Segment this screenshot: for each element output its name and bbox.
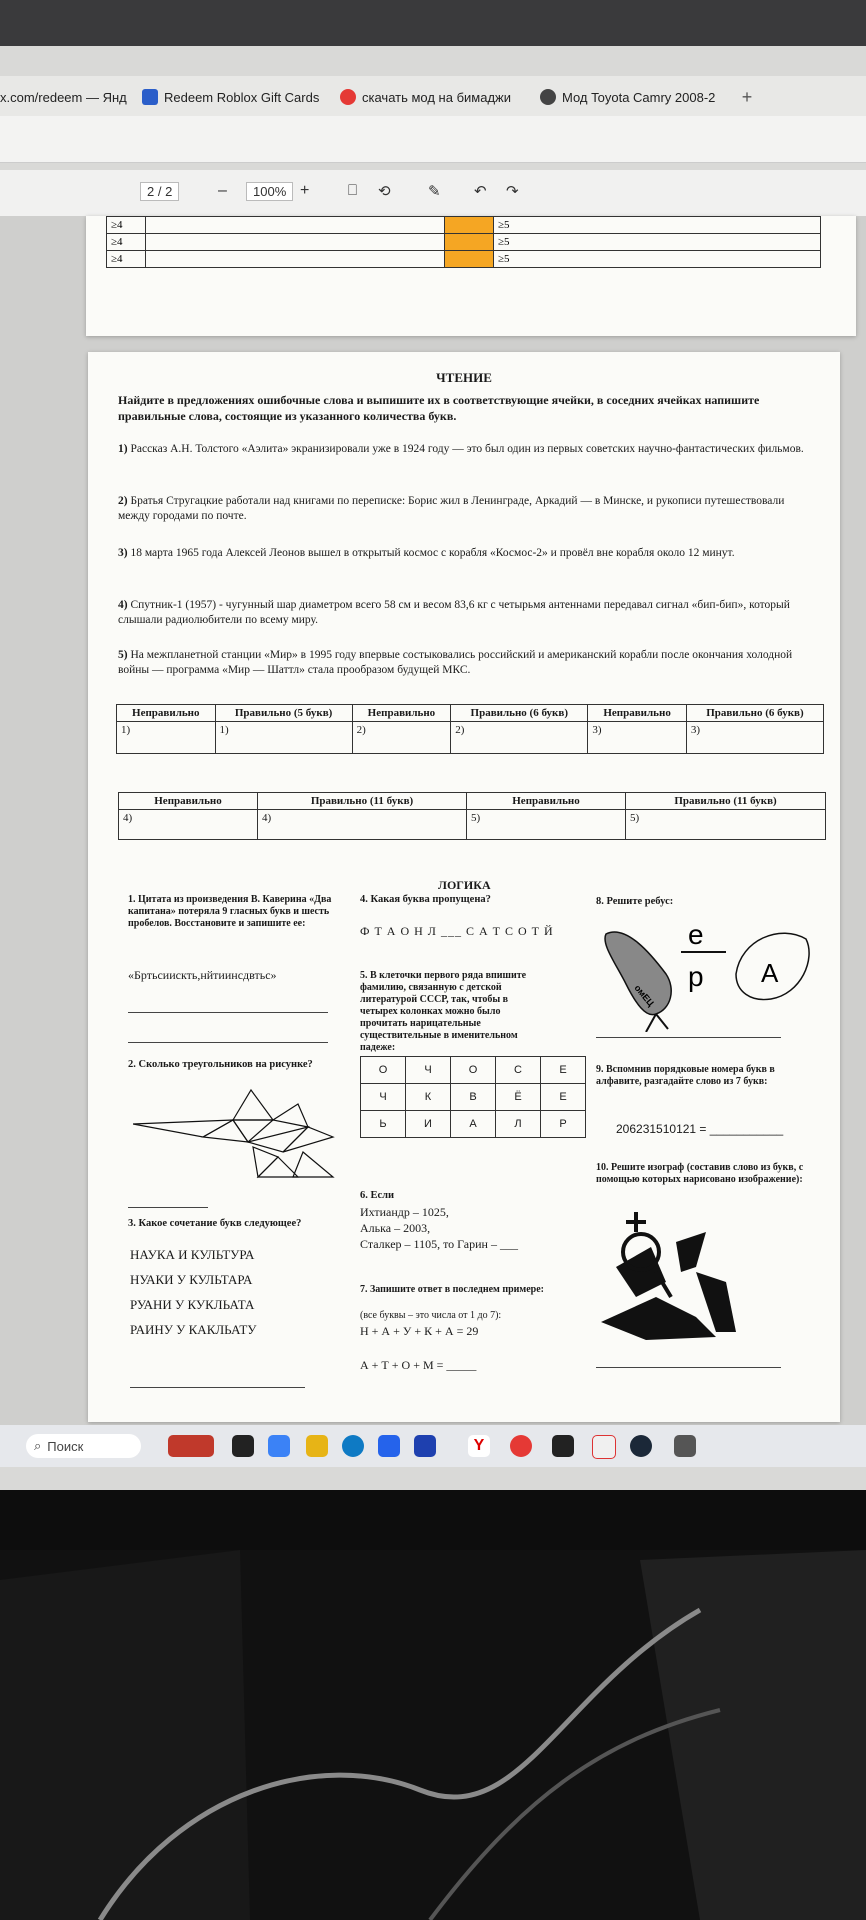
folder-icon[interactable]	[306, 1435, 328, 1457]
header-cell: Правильно (11 букв)	[626, 793, 826, 810]
new-tab-button[interactable]: +	[741, 86, 753, 107]
sequence-line: РАИНУ У КАКЛЬАТУ	[130, 1322, 257, 1337]
header-cell: Правильно (5 букв)	[215, 705, 352, 722]
cell	[146, 251, 445, 268]
grid-cell[interactable]: Ь	[361, 1111, 406, 1138]
answer-line[interactable]	[128, 1012, 328, 1013]
app-icon[interactable]	[268, 1435, 290, 1457]
cell: ≥4	[107, 217, 146, 234]
answer-line[interactable]	[596, 1037, 781, 1038]
item-text: На межпланетной станции «Мир» в 1995 году впервые состыковались российский и американский корабли после окончания холодной войны — программа «Мир — Шаттл» стала прообразом будущей МКС.	[118, 649, 793, 676]
game-icon[interactable]	[552, 1435, 574, 1457]
yandex-icon	[340, 89, 356, 105]
q9-code: 206231510121 = ___________	[616, 1122, 784, 1136]
item-number: 5)	[118, 649, 128, 661]
address-bar-area	[0, 116, 866, 163]
reading-item	[118, 598, 818, 628]
zoom-level[interactable]: 100%	[246, 182, 293, 201]
grid-cell[interactable]: Е	[541, 1084, 586, 1111]
site-icon	[540, 89, 556, 105]
sequence-line: РУАНИ У КУКЛЬАТА	[130, 1297, 255, 1312]
q6-line: Сталкер – 1105, то Гарин – ___	[360, 1237, 518, 1251]
item-text: 18 марта 1965 года Алексей Леонов вышел в открытый космос с корабля «Космос-2» и провёл вне корабля около 12 минут.	[130, 547, 735, 559]
question-4: 4. Какая буква пропущена?	[360, 894, 491, 905]
header-cell: Неправильно	[588, 705, 687, 722]
mail-icon[interactable]	[414, 1435, 436, 1457]
sequence-line: НУАКИ У КУЛЬТАРА	[130, 1272, 253, 1287]
question-10: 10. Решите изограф (составив слово из букв, с помощью которых нарисовано изображение):	[596, 1162, 804, 1185]
item-number: 2)	[118, 495, 128, 507]
q3-sequence	[130, 1242, 256, 1342]
answer-line[interactable]	[130, 1387, 305, 1388]
answer-cell[interactable]: 4)	[258, 810, 467, 840]
grid-cell[interactable]: К	[406, 1084, 451, 1111]
grid-cell[interactable]: А	[451, 1111, 496, 1138]
cell: ≥5	[494, 217, 821, 234]
cell: ≥5	[494, 251, 821, 268]
triangles-figure	[133, 1082, 363, 1182]
item-number: 3)	[118, 547, 128, 559]
answer-cell[interactable]: 5)	[626, 810, 826, 840]
isograph-image	[596, 1212, 746, 1342]
cell: ≥4	[107, 234, 146, 251]
question-8: 8. Решите ребус:	[596, 896, 674, 907]
answer-cell[interactable]: 2)	[352, 722, 451, 754]
pdf-page-2	[88, 352, 840, 1422]
rebus-image	[596, 914, 826, 1032]
cell: ≥4	[107, 251, 146, 268]
undo-icon[interactable]: ↶	[474, 183, 487, 200]
answer-cell[interactable]: 3)	[686, 722, 823, 754]
grid-cell[interactable]: В	[451, 1084, 496, 1111]
cell	[146, 217, 445, 234]
search-label: Поиск	[47, 1438, 84, 1454]
header-cell: Правильно (6 букв)	[451, 705, 588, 722]
header-cell: Неправильно	[467, 793, 626, 810]
pdf-page-1	[86, 216, 856, 336]
q6-line: Алька – 2003,	[360, 1221, 431, 1235]
edge-icon[interactable]	[342, 1435, 364, 1457]
tab-mod-beamng[interactable]	[340, 84, 520, 110]
answer-line[interactable]	[596, 1367, 781, 1368]
zoom-in-button[interactable]: +	[300, 182, 310, 199]
yandex-browser-icon[interactable]: Y	[468, 1435, 490, 1457]
answer-cell[interactable]: 2)	[451, 722, 588, 754]
question-2: 2. Сколько треугольников на рисунке?	[128, 1059, 313, 1070]
question-9: 9. Вспомнив порядковые номера букв в алфавите, разгадайте слово из 7 букв:	[596, 1064, 775, 1087]
item-number: 1)	[118, 443, 128, 455]
reading-item	[118, 494, 818, 524]
store-icon[interactable]	[378, 1435, 400, 1457]
draw-icon[interactable]: ✎	[428, 183, 441, 200]
answer-cell[interactable]: 3)	[588, 722, 687, 754]
q4-sequence: Ф Т А О Н Л ___ С А Т С О Т Й	[360, 924, 554, 938]
fit-page-icon[interactable]: ⎕	[348, 182, 358, 199]
reading-item	[118, 546, 818, 561]
question-1: 1. Цитата из произведения В. Каверина «Два капитана» потеряла 9 гласных букв и шесть пробелов. Восстановите и запишите ее:	[128, 894, 332, 929]
desk-photo	[0, 1490, 866, 1920]
cell: ≥5	[494, 234, 821, 251]
start-icon[interactable]	[232, 1435, 254, 1457]
orange-cell	[445, 251, 494, 268]
header-cell: Неправильно	[117, 705, 216, 722]
item-number: 4)	[118, 599, 128, 611]
rebus-letter-bottom: р	[688, 961, 704, 992]
reading-item	[118, 442, 818, 457]
orange-cell	[445, 234, 494, 251]
question-5: 5. В клеточки первого ряда впишите фамилию, связанную с детской литературой СССР, так, чтобы в четырех колонках можно было прочитать нарицательные существительные в именительном падеже:	[360, 970, 527, 1053]
yandex-icon[interactable]	[510, 1435, 532, 1457]
letter-grid	[360, 1056, 586, 1138]
browser-window-top	[0, 0, 866, 46]
grid-cell[interactable]: И	[406, 1111, 451, 1138]
answers-table-2	[118, 792, 826, 840]
header-cell: Неправильно	[352, 705, 451, 722]
tab-label: скачать мод на бимаджи	[362, 89, 511, 105]
reading-instruction: Найдите в предложениях ошибочные слова и выпишите их в соответствующие ячейки, в соседних ячейках напишите правильные слова, состоящие из указанного количества букв.	[118, 393, 760, 423]
widget-icon[interactable]	[168, 1435, 214, 1457]
taskbar-search[interactable]	[26, 1434, 141, 1458]
rebus-letter-top: е	[688, 919, 704, 950]
steam-icon[interactable]	[630, 1435, 652, 1457]
grid-cell[interactable]: Ч	[361, 1084, 406, 1111]
grid-cell[interactable]: Е	[541, 1057, 586, 1084]
sequence-line: НАУКА И КУЛЬТУРА	[130, 1247, 255, 1262]
reading-item	[118, 648, 818, 678]
orange-cell	[445, 217, 494, 234]
answer-cell[interactable]: 5)	[467, 810, 626, 840]
rotate-icon[interactable]: ⟲	[378, 183, 391, 200]
question-7: 7. Запишите ответ в последнем примере:	[360, 1284, 545, 1295]
grid-cell[interactable]: Ч	[406, 1057, 451, 1084]
q7-note: (все буквы – это числа от 1 до 7):	[360, 1310, 502, 1321]
answer-line[interactable]	[128, 1042, 328, 1043]
leaf-letter: А	[761, 958, 779, 988]
cell	[146, 234, 445, 251]
header-cell: Правильно (6 букв)	[686, 705, 823, 722]
search-icon: ⌕	[34, 1438, 42, 1453]
answer-cell[interactable]: 4)	[119, 810, 258, 840]
tab-roblox[interactable]	[142, 84, 322, 110]
q6-lines	[360, 1204, 518, 1252]
header-cell: Неправильно	[119, 793, 258, 810]
tab-x-redeem[interactable]	[0, 84, 128, 110]
app-active-icon[interactable]	[592, 1435, 616, 1459]
grid-cell[interactable]: Р	[541, 1111, 586, 1138]
answers-table-1	[116, 704, 824, 754]
reading-heading: ЧТЕНИЕ	[436, 370, 492, 385]
tab-label: x.com/redeem — Янд	[0, 89, 127, 105]
header-cell: Правильно (11 букв)	[258, 793, 467, 810]
page-indicator[interactable]: 2 / 2	[140, 182, 179, 201]
answer-cell[interactable]: 1)	[117, 722, 216, 754]
grid-cell[interactable]: Л	[496, 1111, 541, 1138]
grid-cell[interactable]: Ё	[496, 1084, 541, 1111]
tab-label: Мод Toyota Camry 2008-2	[562, 89, 716, 105]
question-3: 3. Какое сочетание букв следующее?	[128, 1218, 302, 1229]
q1-quote: «Бртьсиискть,нйтиинсдвтьс»	[128, 968, 277, 982]
app-icon[interactable]	[674, 1435, 696, 1457]
item-text: Спутник-1 (1957) - чугунный шар диаметром всего 58 см и весом 83,6 кг с четырьмя антеннами передавал сигнал «бип-бип», который слышали радиолюбители по всему миру.	[118, 599, 790, 626]
q7-equation-1: Н + А + У + К + А = 29	[360, 1324, 479, 1338]
item-text: Рассказ А.Н. Толстого «Аэлита» экранизировали уже в 1924 году — это был один из первых советских научно-фантастических фильмов.	[130, 443, 804, 455]
tab-mod-camry[interactable]	[540, 84, 718, 110]
fish-label: омЕЦ	[632, 982, 656, 1009]
question-6: 6. Если	[360, 1190, 395, 1201]
tab-label: Redeem Roblox Gift Cards	[164, 89, 320, 105]
grid-cell[interactable]: О	[361, 1057, 406, 1084]
item-text: Братья Стругацкие работали над книгами по переписке: Борис жил в Ленинграде, Аркадий — в Минске, и рукописи путешествовали между городами по почте.	[118, 495, 785, 522]
score-table	[106, 216, 821, 268]
q7-equation-2: А + Т + О + М = _____	[360, 1358, 477, 1372]
answer-line[interactable]	[128, 1207, 208, 1208]
redo-icon[interactable]: ↷	[506, 183, 519, 200]
logic-heading: ЛОГИКА	[438, 878, 491, 892]
roblox-icon	[142, 89, 158, 105]
grid-cell[interactable]: С	[496, 1057, 541, 1084]
q6-line: Ихтиандр – 1025,	[360, 1205, 449, 1219]
answer-cell[interactable]: 1)	[215, 722, 352, 754]
zoom-out-button[interactable]: –	[218, 182, 227, 199]
grid-cell[interactable]: О	[451, 1057, 496, 1084]
